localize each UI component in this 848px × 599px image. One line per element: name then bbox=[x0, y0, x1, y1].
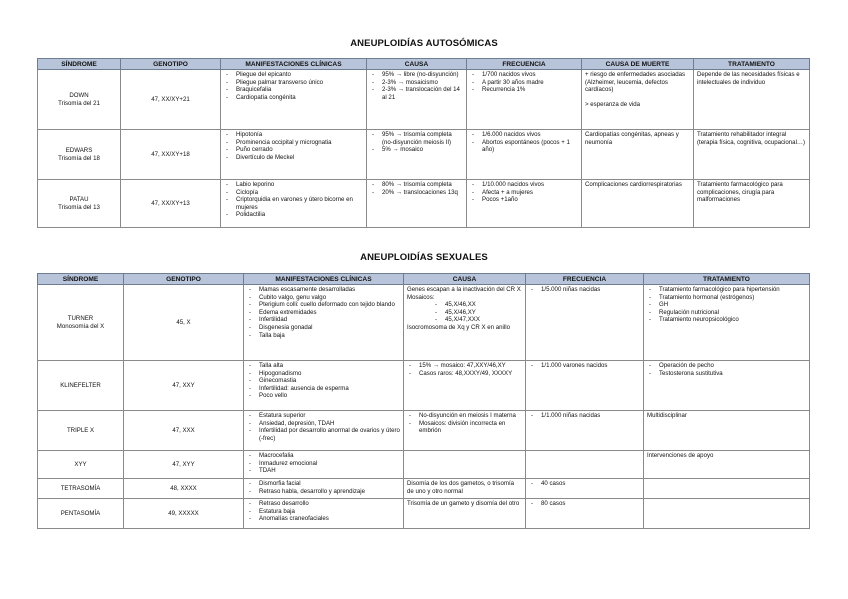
cause-text: Isocromosoma de Xq y CR X en anillo bbox=[407, 323, 510, 331]
list-item: - Infertilidad: ausencia de esperma bbox=[247, 385, 400, 393]
col-header-manifestations: MANIFESTACIONES CLÍNICAS bbox=[221, 59, 367, 70]
list-item: - Mosaicos: división incorrecta en embrión bbox=[407, 420, 522, 435]
list-item: - Regulación nutricional bbox=[647, 309, 806, 317]
cause-cell bbox=[404, 451, 526, 479]
list-item: - 45,X/47,XXX bbox=[433, 316, 522, 324]
cause-cell bbox=[367, 180, 467, 228]
treatment-cell: Multidisciplinar bbox=[644, 411, 810, 451]
treatment-cell: Tratamiento farmacológico para complicaciones, cirugía para malformaciones bbox=[694, 180, 810, 228]
col-header-manifestations: MANIFESTACIONES CLÍNICAS bbox=[244, 274, 404, 285]
frequency-cell bbox=[467, 180, 582, 228]
list-item: - Cardiopatía congénita bbox=[224, 94, 363, 102]
list-item: - 2-3% → translocación del 14 al 21 bbox=[370, 86, 463, 101]
list-item: - No-disyunción en meiosis I materna bbox=[407, 412, 522, 420]
syndrome-subname: Trisomía del 18 bbox=[58, 154, 100, 162]
list-item: - 1/5.000 niñas nacidas bbox=[529, 286, 640, 294]
manifestations-cell bbox=[244, 411, 404, 451]
syndrome-cell: PENTASOMÍA bbox=[38, 499, 124, 529]
list-item: - 15% → mosaico: 47,XXY/46,XY bbox=[407, 362, 522, 370]
list-item: - 1/700 nacidos vivos bbox=[470, 71, 578, 79]
frequency-cell bbox=[526, 361, 644, 411]
list-item: - Tratamiento hormonal (estrógenos) bbox=[647, 294, 806, 302]
table-row bbox=[38, 130, 810, 180]
list-item: - Hipotonía bbox=[224, 131, 363, 139]
list-item: - Pterigium colli: cuello deformado con tejido blando bbox=[247, 301, 400, 309]
list-item: - 1/1.000 varones nacidos bbox=[529, 362, 640, 370]
list-item: - Braquicefalia bbox=[224, 86, 363, 94]
frequency-cell bbox=[526, 285, 644, 361]
syndrome-cell: TETRASOMÍA bbox=[38, 479, 124, 499]
list-item: - Abortos espontáneos (pocos + 1 año) bbox=[470, 139, 578, 154]
manifestations-cell bbox=[221, 180, 367, 228]
list-item: - Edema extremidades bbox=[247, 309, 400, 317]
frequency-cell bbox=[526, 411, 644, 451]
list-item: - 95% → trisomía completa (no-disyunción meiosis II) bbox=[370, 131, 463, 146]
treatment-cell: Depende de las necesidades físicas e intelectuales de individuo bbox=[694, 70, 810, 130]
list-item: - Criptorquidia en varones y útero bicorne en mujeres bbox=[224, 196, 363, 211]
col-header-genotype: GENOTIPO bbox=[121, 59, 221, 70]
syndrome-cell: KLINEFELTER bbox=[38, 361, 124, 411]
table-row bbox=[38, 411, 810, 451]
col-header-treatment: TRATAMIENTO bbox=[694, 59, 810, 70]
list-item: - Dismorfia facial bbox=[247, 480, 400, 488]
cause-cell: Disomía de los dos gametos, o trisomía de uno y otro normal bbox=[404, 479, 526, 499]
cause-cell: Trisomía de un gameto y disomía del otro bbox=[404, 499, 526, 529]
list-item: - Pliegue palmar transverso único bbox=[224, 79, 363, 87]
list-item: - 45,X/46,XY bbox=[433, 309, 522, 317]
cause-cell bbox=[404, 285, 526, 361]
list-item: - 1/6.000 nacidos vivos bbox=[470, 131, 578, 139]
list-item: - Tratamiento neuropsicológico bbox=[647, 316, 806, 324]
list-item: - Recurrencia 1% bbox=[470, 86, 578, 94]
treatment-cell bbox=[644, 361, 810, 411]
table-row bbox=[38, 479, 810, 499]
list-item: - Infertilidad por desarrollo anormal de ovarios y útero (-frec) bbox=[247, 427, 400, 442]
table-row bbox=[38, 499, 810, 529]
genotype-cell: 47, XX/XY+21 bbox=[121, 70, 221, 130]
list-item: - Ciclopía bbox=[224, 189, 363, 197]
list-item: - Macrocefalia bbox=[247, 452, 400, 460]
list-item: - Ginecomastia bbox=[247, 377, 400, 385]
list-item: - Prominencia occipital y micrognatia bbox=[224, 139, 363, 147]
frequency-cell bbox=[526, 499, 644, 529]
list-item: - Ansiedad, depresión, TDAH bbox=[247, 420, 400, 428]
table-row bbox=[38, 180, 810, 228]
list-item: - 2-3% → mosaicismo bbox=[370, 79, 463, 87]
manifestations-cell bbox=[244, 285, 404, 361]
genotype-cell: 47, XXY bbox=[124, 361, 244, 411]
list-item: - Anomalías craneofaciales bbox=[247, 515, 400, 523]
cause-cell bbox=[404, 361, 526, 411]
list-item: - Pliegue del epicanto bbox=[224, 71, 363, 79]
list-item: - Disgenesia gonadal bbox=[247, 324, 400, 332]
col-header-death-cause: CAUSA DE MUERTE bbox=[582, 59, 694, 70]
syndrome-subname: Trisomía del 21 bbox=[58, 99, 100, 107]
col-header-treatment: TRATAMIENTO bbox=[644, 274, 810, 285]
manifestations-cell bbox=[221, 70, 367, 130]
death-cause-cell bbox=[582, 180, 694, 228]
list-item: - 95% → libre (no-disyunción) bbox=[370, 71, 463, 79]
sexual-table bbox=[37, 273, 810, 529]
list-item: - 45,X/46,XX bbox=[433, 301, 522, 309]
list-item: - Infertilidad bbox=[247, 316, 400, 324]
list-item: - Casos raros: 48,XXXY/49, XXXXY bbox=[407, 370, 522, 378]
col-header-frequency: FRECUENCIA bbox=[526, 274, 644, 285]
syndrome-subname: Monosomía del X bbox=[56, 322, 105, 330]
genotype-cell: 47, XX/XY+13 bbox=[121, 180, 221, 228]
list-item: - Polidactilia bbox=[224, 211, 363, 219]
list-item: - Afecta + a mujeres bbox=[470, 189, 578, 197]
cause-text: Mosaicos: bbox=[407, 293, 435, 301]
table-row bbox=[38, 70, 810, 130]
table-row bbox=[38, 451, 810, 479]
genotype-cell: 48, XXXX bbox=[124, 479, 244, 499]
table-row bbox=[38, 361, 810, 411]
list-item: - 20% → translocaciones 13q bbox=[370, 189, 463, 197]
death-cause-text: + riesgo de enfermedades asociadas (Alzheimer, leucemia, defectos cardíacos) bbox=[585, 71, 686, 94]
manifestations-cell bbox=[221, 130, 367, 180]
cause-cell bbox=[404, 411, 526, 451]
syndrome-cell: TRIPLE X bbox=[38, 411, 124, 451]
list-item: - Tratamiento farmacológico para hipertensión bbox=[647, 286, 806, 294]
syndrome-cell bbox=[38, 180, 121, 228]
col-header-cause: CAUSA bbox=[404, 274, 526, 285]
col-header-syndrome: SÍNDROME bbox=[38, 59, 121, 70]
list-item: - 5% → mosaico bbox=[370, 146, 463, 154]
syndrome-cell bbox=[38, 130, 121, 180]
genotype-cell: 47, XX/XY+18 bbox=[121, 130, 221, 180]
syndrome-name: TURNER bbox=[67, 314, 94, 322]
genotype-cell: 49, XXXXX bbox=[124, 499, 244, 529]
syndrome-cell: XYY bbox=[38, 451, 124, 479]
syndrome-subname: Trisomía del 13 bbox=[58, 203, 100, 211]
col-header-cause: CAUSA bbox=[367, 59, 467, 70]
frequency-cell bbox=[467, 70, 582, 130]
cause-text: Genes escapan a la inactivación del CR X bbox=[407, 286, 521, 293]
treatment-cell bbox=[644, 479, 810, 499]
genotype-cell: 45, X bbox=[124, 285, 244, 361]
frequency-cell bbox=[526, 479, 644, 499]
cause-cell bbox=[367, 130, 467, 180]
list-item: - Testosterona sustitutiva bbox=[647, 370, 806, 378]
frequency-cell bbox=[467, 130, 582, 180]
death-cause-cell bbox=[582, 70, 694, 130]
manifestations-cell bbox=[244, 479, 404, 499]
list-item: - A partir 30 años madre bbox=[470, 79, 578, 87]
sexual-header-row bbox=[38, 274, 810, 285]
autosomal-table bbox=[37, 58, 810, 228]
manifestations-cell bbox=[244, 499, 404, 529]
autosomal-header-row bbox=[38, 59, 810, 70]
list-item: - Talla alta bbox=[247, 362, 400, 370]
list-item: - 1/10.000 nacidos vivos bbox=[470, 181, 578, 189]
death-cause-text: > esperanza de vida bbox=[585, 100, 641, 108]
list-item: - TDAH bbox=[247, 467, 400, 475]
list-item: - Retraso habla, desarrollo y aprendizaje bbox=[247, 488, 400, 496]
list-item: - Inmadurez emocional bbox=[247, 460, 400, 468]
list-item: - Divertículo de Meckel bbox=[224, 154, 363, 162]
treatment-cell: Intervenciones de apoyo bbox=[644, 451, 810, 479]
syndrome-name: EDWARS bbox=[65, 146, 93, 154]
list-item: - Mamas escasamente desarrolladas bbox=[247, 286, 400, 294]
list-item: - 40 casos bbox=[529, 480, 640, 488]
sexual-title: ANEUPLOIDÍAS SEXUALES bbox=[360, 252, 488, 263]
cause-cell bbox=[367, 70, 467, 130]
syndrome-cell bbox=[38, 70, 121, 130]
list-item: - Hipogonadismo bbox=[247, 370, 400, 378]
manifestations-cell bbox=[244, 361, 404, 411]
list-item: - Estatura superior bbox=[247, 412, 400, 420]
list-item: - Poco vello bbox=[247, 392, 400, 400]
manifestations-cell bbox=[244, 451, 404, 479]
syndrome-name: DOWN bbox=[69, 91, 89, 99]
list-item: - Operación de pecho bbox=[647, 362, 806, 370]
list-item: - Cubito valgo, genu valgo bbox=[247, 294, 400, 302]
col-header-genotype: GENOTIPO bbox=[124, 274, 244, 285]
treatment-cell: Tratamiento rehabilitador integral (terapia física, cognitiva, ocupacional…) bbox=[694, 130, 810, 180]
list-item: - Talla baja bbox=[247, 332, 400, 340]
col-header-syndrome: SÍNDROME bbox=[38, 274, 124, 285]
syndrome-name: PATAU bbox=[69, 195, 89, 203]
death-cause-cell bbox=[582, 130, 694, 180]
list-item: - 80 casos bbox=[529, 500, 640, 508]
list-item: - Labio leporino bbox=[224, 181, 363, 189]
list-item: - Retraso desarrollo bbox=[247, 500, 400, 508]
list-item: - Estatura baja bbox=[247, 508, 400, 516]
list-item: - Pocos +1año bbox=[470, 196, 578, 204]
list-item: - Puño cerrado bbox=[224, 146, 363, 154]
table-row bbox=[38, 285, 810, 361]
death-cause-text: Cardiopatías congénitas, apneas y neumonía bbox=[585, 131, 679, 146]
list-item: - 1/1.000 niñas nacidas bbox=[529, 412, 640, 420]
treatment-cell bbox=[644, 285, 810, 361]
frequency-cell bbox=[526, 451, 644, 479]
syndrome-cell bbox=[38, 285, 124, 361]
treatment-cell bbox=[644, 499, 810, 529]
col-header-frequency: FRECUENCIA bbox=[467, 59, 582, 70]
genotype-cell: 47, XXX bbox=[124, 411, 244, 451]
list-item: - GH bbox=[647, 301, 806, 309]
autosomal-title: ANEUPLOIDÍAS AUTOSÓMICAS bbox=[350, 38, 498, 49]
death-cause-text: Complicaciones cardiorrespiratorias bbox=[585, 181, 682, 188]
genotype-cell: 47, XYY bbox=[124, 451, 244, 479]
list-item: - 80% → trisomía completa bbox=[370, 181, 463, 189]
